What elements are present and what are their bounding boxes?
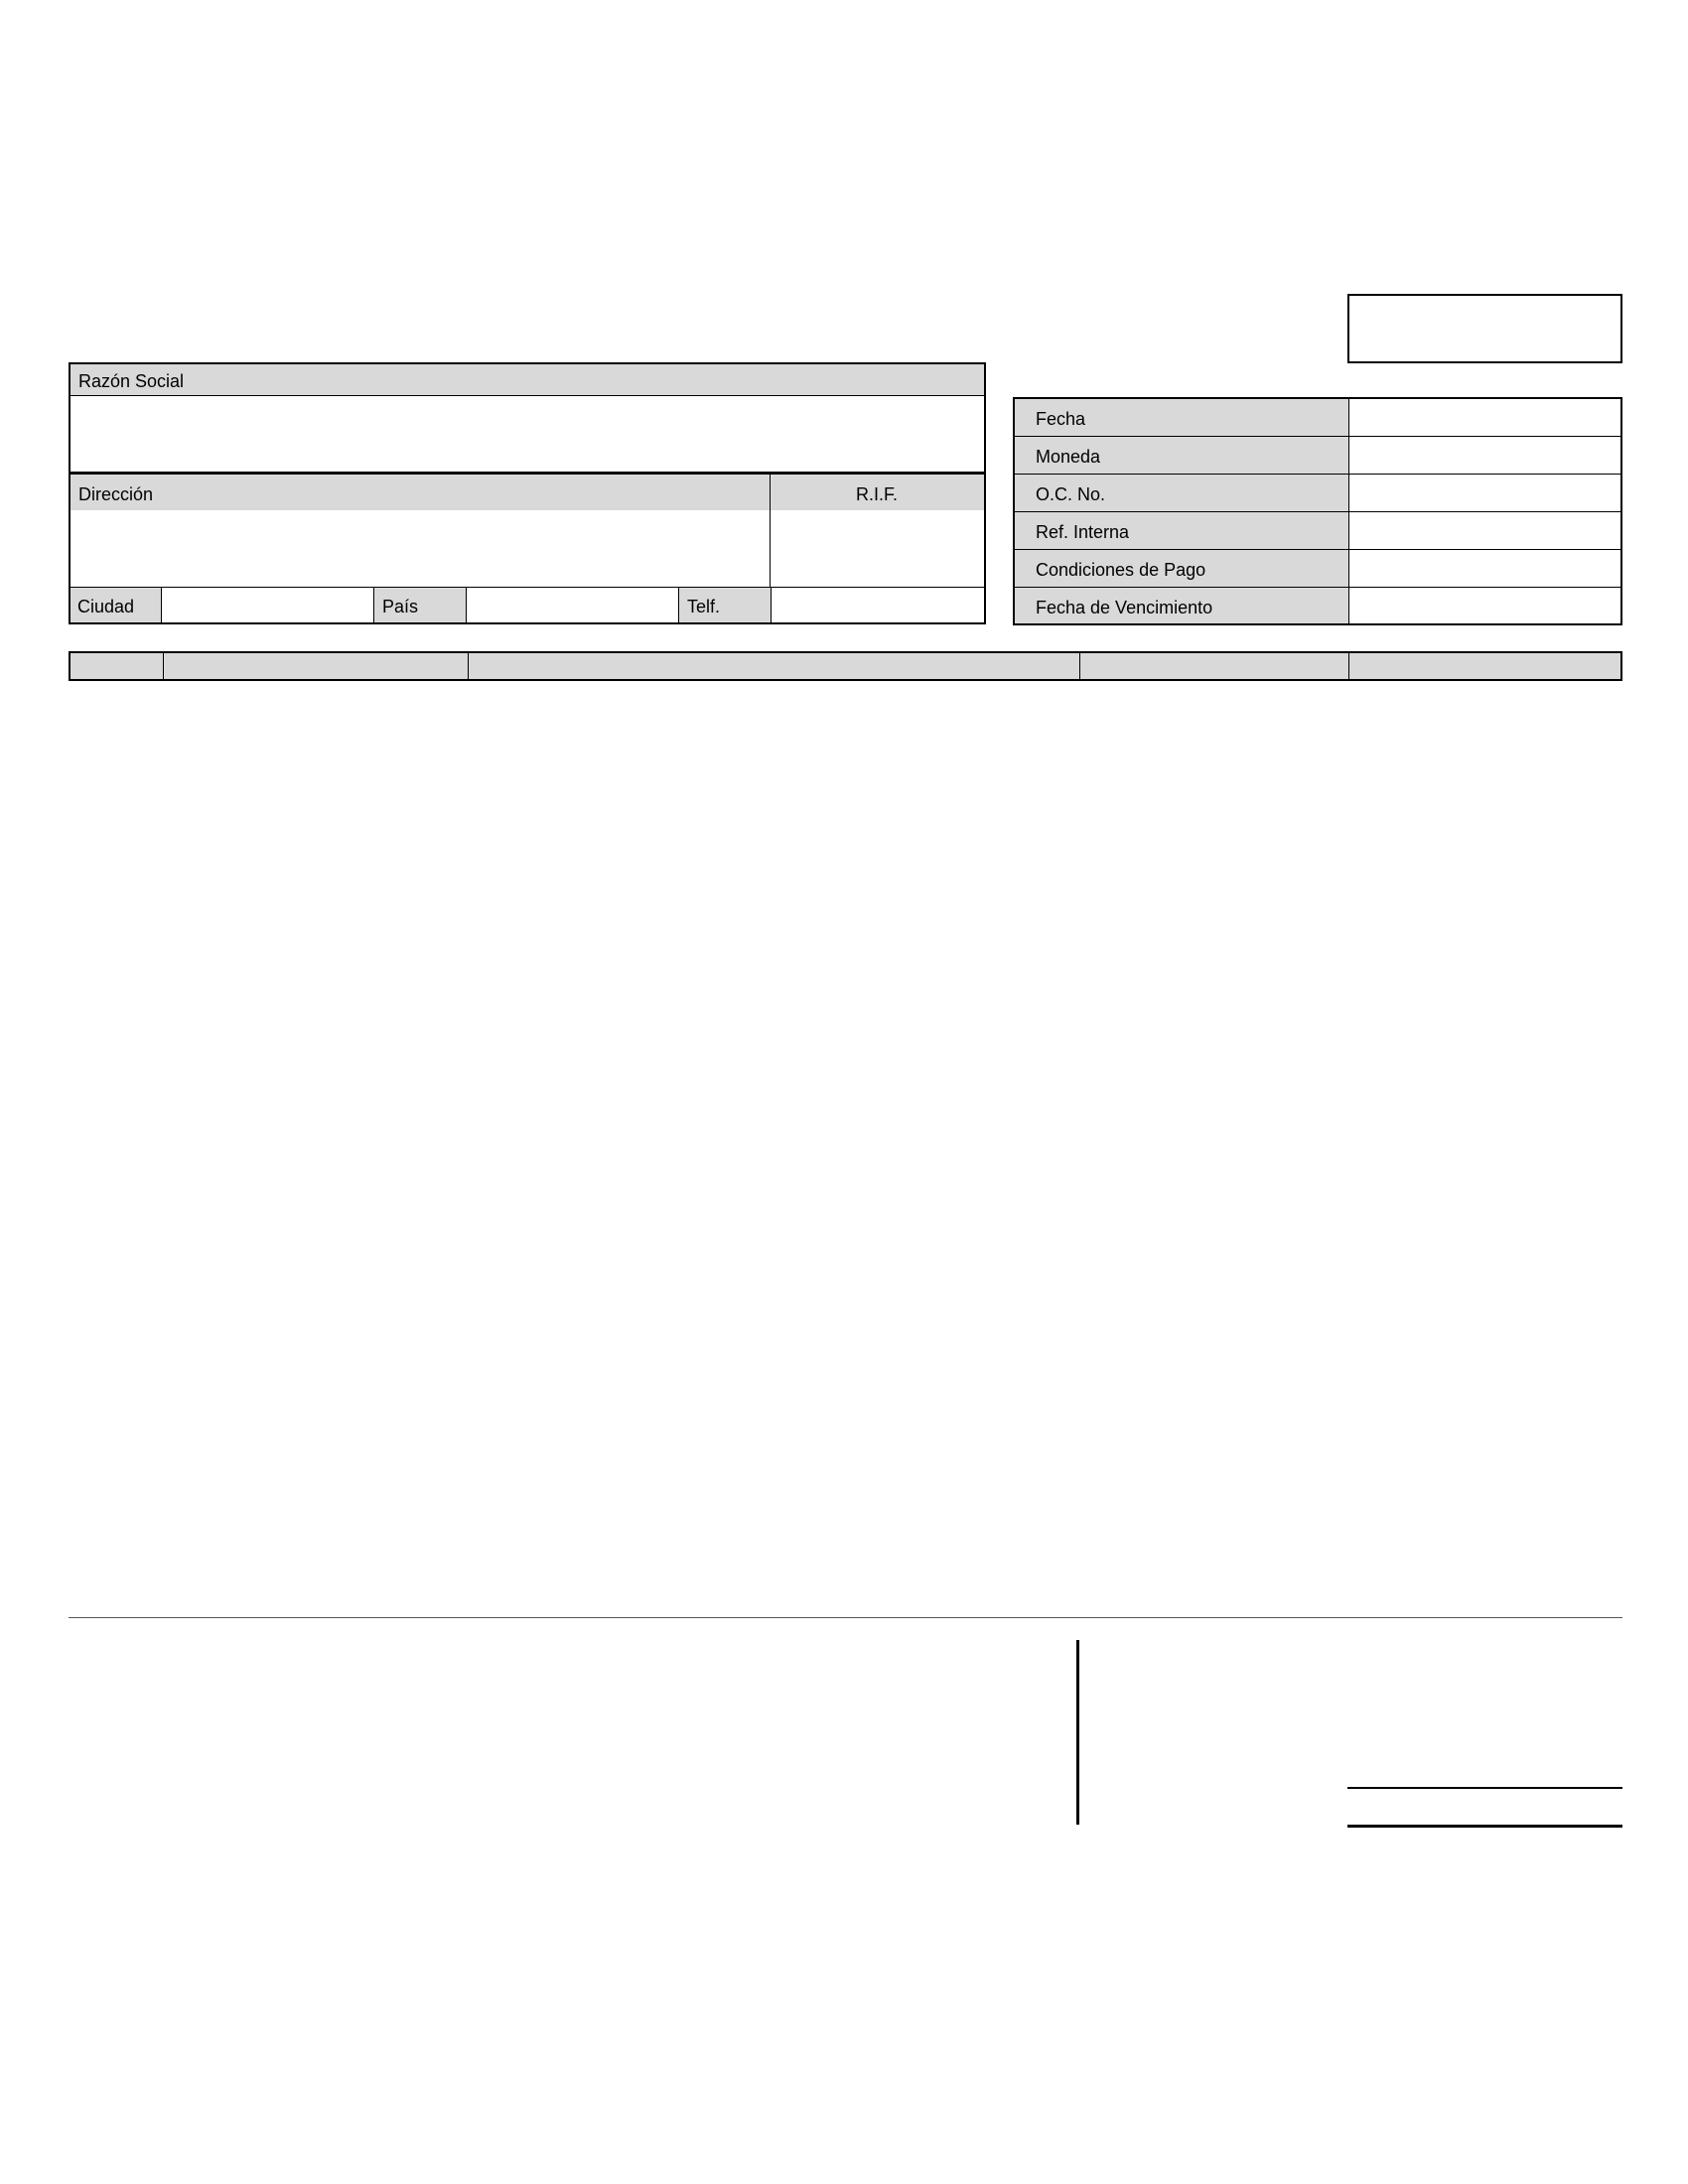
details-row bbox=[1015, 475, 1620, 512]
oc-no-field[interactable] bbox=[1350, 475, 1620, 511]
items-table-header bbox=[69, 651, 1622, 681]
fecha-vencimiento-field[interactable] bbox=[1350, 588, 1620, 623]
footer-total-field-1[interactable] bbox=[1347, 1757, 1622, 1787]
details-block bbox=[1013, 397, 1622, 625]
direccion-field[interactable] bbox=[69, 510, 772, 588]
razon-social-field[interactable] bbox=[69, 395, 986, 474]
ciudad-header bbox=[70, 588, 162, 622]
moneda-field[interactable] bbox=[1350, 437, 1620, 474]
rif-header bbox=[770, 473, 986, 512]
razon-social-label: Razón Social bbox=[78, 371, 185, 391]
fecha-vencimiento-label: Fecha de Vencimiento bbox=[1036, 598, 1213, 617]
ciudad-field[interactable] bbox=[162, 588, 374, 622]
ref-interna-label: Ref. Interna bbox=[1036, 522, 1130, 542]
footer-vertical-divider bbox=[1076, 1640, 1079, 1825]
details-row-label-cell bbox=[1015, 437, 1349, 474]
pais-header bbox=[374, 588, 467, 622]
condiciones-pago-field[interactable] bbox=[1350, 550, 1620, 587]
items-header-cell bbox=[469, 653, 1080, 679]
rif-field[interactable] bbox=[770, 510, 986, 588]
direccion-header bbox=[69, 473, 772, 512]
footer-total-line-1 bbox=[1347, 1787, 1622, 1789]
footer-total-line-2 bbox=[1347, 1825, 1622, 1828]
footer-notes-area[interactable] bbox=[69, 1638, 1076, 1827]
document-number-box[interactable] bbox=[1347, 294, 1622, 363]
details-row-label-cell bbox=[1015, 550, 1349, 587]
ref-interna-field[interactable] bbox=[1350, 512, 1620, 549]
details-row bbox=[1015, 399, 1620, 437]
items-header-cell bbox=[164, 653, 469, 679]
pais-field[interactable] bbox=[467, 588, 679, 622]
details-row bbox=[1015, 588, 1620, 623]
telf-field[interactable] bbox=[772, 588, 984, 622]
details-row bbox=[1015, 550, 1620, 588]
details-row-label-cell bbox=[1015, 588, 1349, 623]
telf-header bbox=[679, 588, 772, 622]
items-header-cell bbox=[70, 653, 164, 679]
condiciones-pago-label: Condiciones de Pago bbox=[1036, 560, 1206, 580]
fecha-field[interactable] bbox=[1350, 399, 1620, 436]
pais-label: País bbox=[382, 597, 419, 616]
moneda-label: Moneda bbox=[1036, 447, 1101, 467]
footer-total-field-2[interactable] bbox=[1347, 1795, 1622, 1825]
ciudad-label: Ciudad bbox=[77, 597, 135, 616]
oc-no-label: O.C. No. bbox=[1036, 484, 1106, 504]
items-header-cell bbox=[1349, 653, 1620, 679]
details-row bbox=[1015, 437, 1620, 475]
details-row bbox=[1015, 512, 1620, 550]
items-header-cell bbox=[1080, 653, 1349, 679]
details-row-label-cell bbox=[1015, 475, 1349, 511]
rif-label: R.I.F. bbox=[856, 484, 899, 504]
details-row-label-cell bbox=[1015, 399, 1349, 436]
details-row-label-cell bbox=[1015, 512, 1349, 549]
fecha-label: Fecha bbox=[1036, 409, 1086, 429]
footer-divider bbox=[69, 1617, 1622, 1618]
items-table-body[interactable] bbox=[69, 683, 1622, 1616]
razon-social-header bbox=[69, 362, 986, 397]
telf-label: Telf. bbox=[687, 597, 721, 616]
direccion-label: Dirección bbox=[78, 484, 154, 504]
